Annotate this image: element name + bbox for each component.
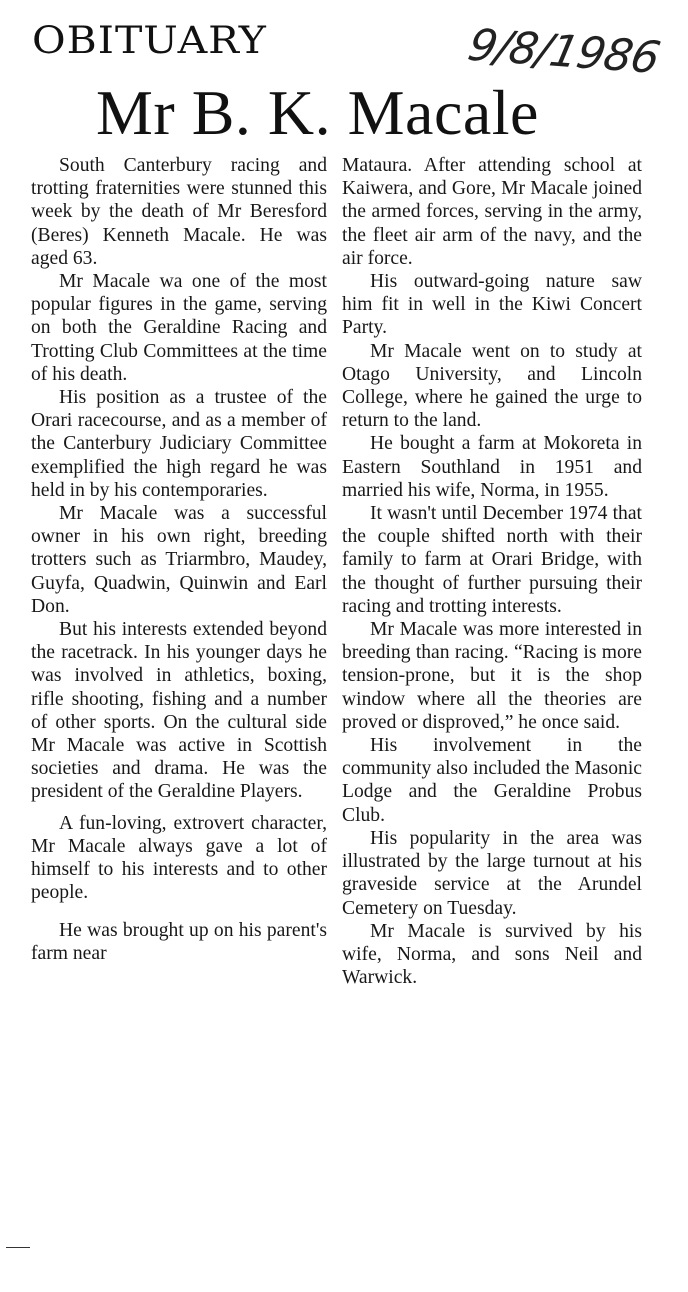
article-paragraph: A fun-loving, extrovert character, Mr Macale always gave a lot of himself to his interests and to other people. (31, 812, 327, 904)
article-paragraph: Mr Macale was a successful owner in his own right, breeding trotters such as Triarmbro, Maudey, Guyfa, Quadwin, Quinwin and Earl Don. (31, 503, 327, 617)
article-paragraph: But his interests extended beyond the racetrack. In his younger days he was involved in athletics, boxing, rifle shooting, fishing and a number of other sports. On the cultural side Mr Macale was active in Scottish societies and drama. He was the president of the Geraldine Players. (31, 619, 327, 803)
article-paragraph: He bought a farm at Mokoreta in Eastern Southland in 1951 and married his wife, Norma, in 1955. (342, 433, 642, 501)
handwritten-date: 9/8/1986 (463, 20, 664, 84)
article-paragraph: Mr Macale is survived by his wife, Norma, and sons Neil and Warwick. (342, 920, 642, 989)
article-paragraph: It wasn't until December 1974 that the couple shifted north with their family to farm at Orari Bridge, with the thought of further pursuing their racing and trotting interests. (342, 503, 642, 617)
article-paragraph: His outward-going nature saw him fit in well in the Kiwi Concert Party. (342, 271, 642, 339)
article-paragraph-continued: Mataura. After attending school at Kaiwera, and Gore, Mr Macale joined the armed forces, serving in the army, the fleet air arm of the navy, and the air force. (342, 155, 642, 269)
article-paragraph: His position as a trustee of the Orari racecourse, and as a member of the Canterbury Judiciary Committee exemplified the high regard he was held in by his contemporaries. (31, 387, 327, 501)
article-paragraph: Mr Macale wa one of the most popular figures in the game, serving on both the Geraldine Racing and Trotting Club Committees at the time of his death. (31, 271, 327, 385)
article-paragraph: Mr Macale was more interested in breeding than racing. “Racing is more tension-prone, but it is the shop window where all the theories are proved or disproved,” he once said. (342, 619, 642, 733)
article-paragraph: His involvement in the community also included the Masonic Lodge and the Geraldine Probus Club. (342, 735, 642, 826)
column-end-rule (6, 1247, 30, 1248)
article-paragraph: Mr Macale went on to study at Otago University, and Lincoln College, where he gained the urge to return to the land. (342, 340, 642, 432)
article-column-right (342, 154, 642, 989)
section-heading: OBITUARY (32, 18, 267, 63)
article-paragraph: His popularity in the area was illustrated by the large turnout at his graveside service at the Arundel Cemetery on Tuesday. (342, 827, 642, 919)
article-paragraph: He was brought up on his parent's farm near (31, 919, 327, 964)
article-paragraph: South Canterbury racing and trotting fraternities were stunned this week by the death of Mr Beresford (Beres) Kenneth Macale. He was aged 63. (31, 155, 327, 269)
obituary-headline: Mr B. K. Macale (96, 77, 539, 148)
article-column-left (31, 154, 327, 965)
